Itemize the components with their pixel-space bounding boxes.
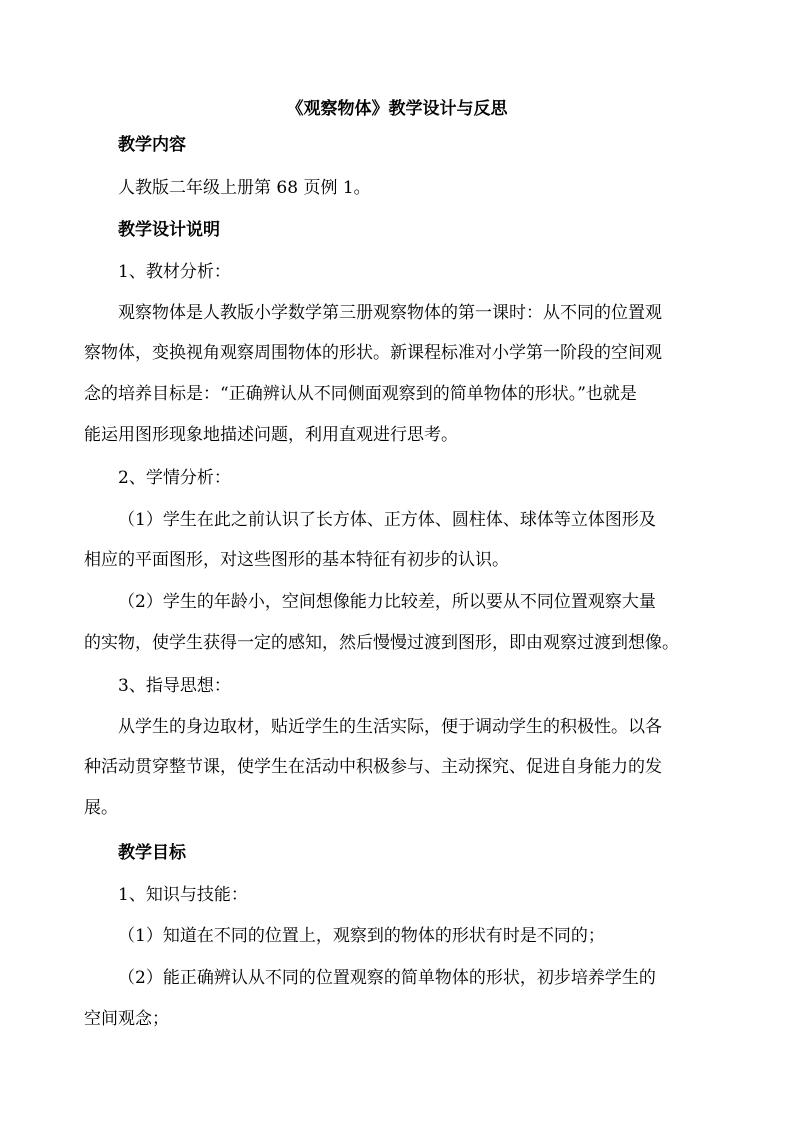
item2-p1-line1: （1）学生在此之前认识了长方体、正方体、圆柱体、球体等立体图形及 [118, 510, 656, 530]
goal1-title: 1、知识与技能： [118, 885, 248, 905]
item2-p2-line2: 的实物，使学生获得一定的感知，然后慢慢过渡到图形，即由观察过渡到想像。 [84, 633, 679, 653]
goal1-p2-line2: 空间观念； [84, 1009, 169, 1029]
item1-line1: 观察物体是人教版小学数学第三册观察物体的第一课时：从不同的位置观 [118, 303, 662, 323]
item1-line4: 能运用图形现象地描述问题，利用直观进行思考。 [84, 425, 458, 445]
heading-design-notes: 教学设计说明 [118, 220, 220, 240]
item3-line3: 展。 [84, 798, 118, 818]
item1-line2: 察物体，变换视角观察周围物体的形状。新课程标准对小学第一阶段的空间观 [84, 343, 662, 363]
item3-line1: 从学生的身边取材，贴近学生的生活实际，便于调动学生的积极性。以各 [118, 717, 662, 737]
document-title: 《观察物体》教学设计与反思 [286, 99, 508, 119]
item3-title: 3、指导思想： [118, 676, 231, 696]
goal1-p2-line1: （2）能正确辨认从不同的位置观察的简单物体的形状，初步培养学生的 [118, 968, 656, 988]
item2-p1-line2: 相应的平面图形，对这些图形的基本特征有初步的认识。 [84, 550, 509, 570]
item2-title: 2、学情分析： [118, 468, 231, 488]
heading-teaching-goals: 教学目标 [118, 843, 186, 863]
goal1-p1: （1）知道在不同的位置上，观察到的物体的形状有时是不同的； [118, 926, 605, 946]
heading-teaching-content: 教学内容 [118, 135, 186, 155]
item3-line2: 种活动贯穿整节课，使学生在活动中积极参与、主动探究、促进自身能力的发 [84, 757, 662, 777]
item2-p2-line1: （2）学生的年龄小，空间想像能力比较差，所以要从不同位置观察大量 [118, 592, 656, 612]
item1-title: 1、教材分析： [118, 262, 231, 282]
item1-line3: 念的培养目标是：“正确辨认从不同侧面观察到的简单物体的形状。”也就是 [84, 384, 637, 404]
content-text: 人教版二年级上册第 68 页例 1。 [118, 178, 371, 198]
